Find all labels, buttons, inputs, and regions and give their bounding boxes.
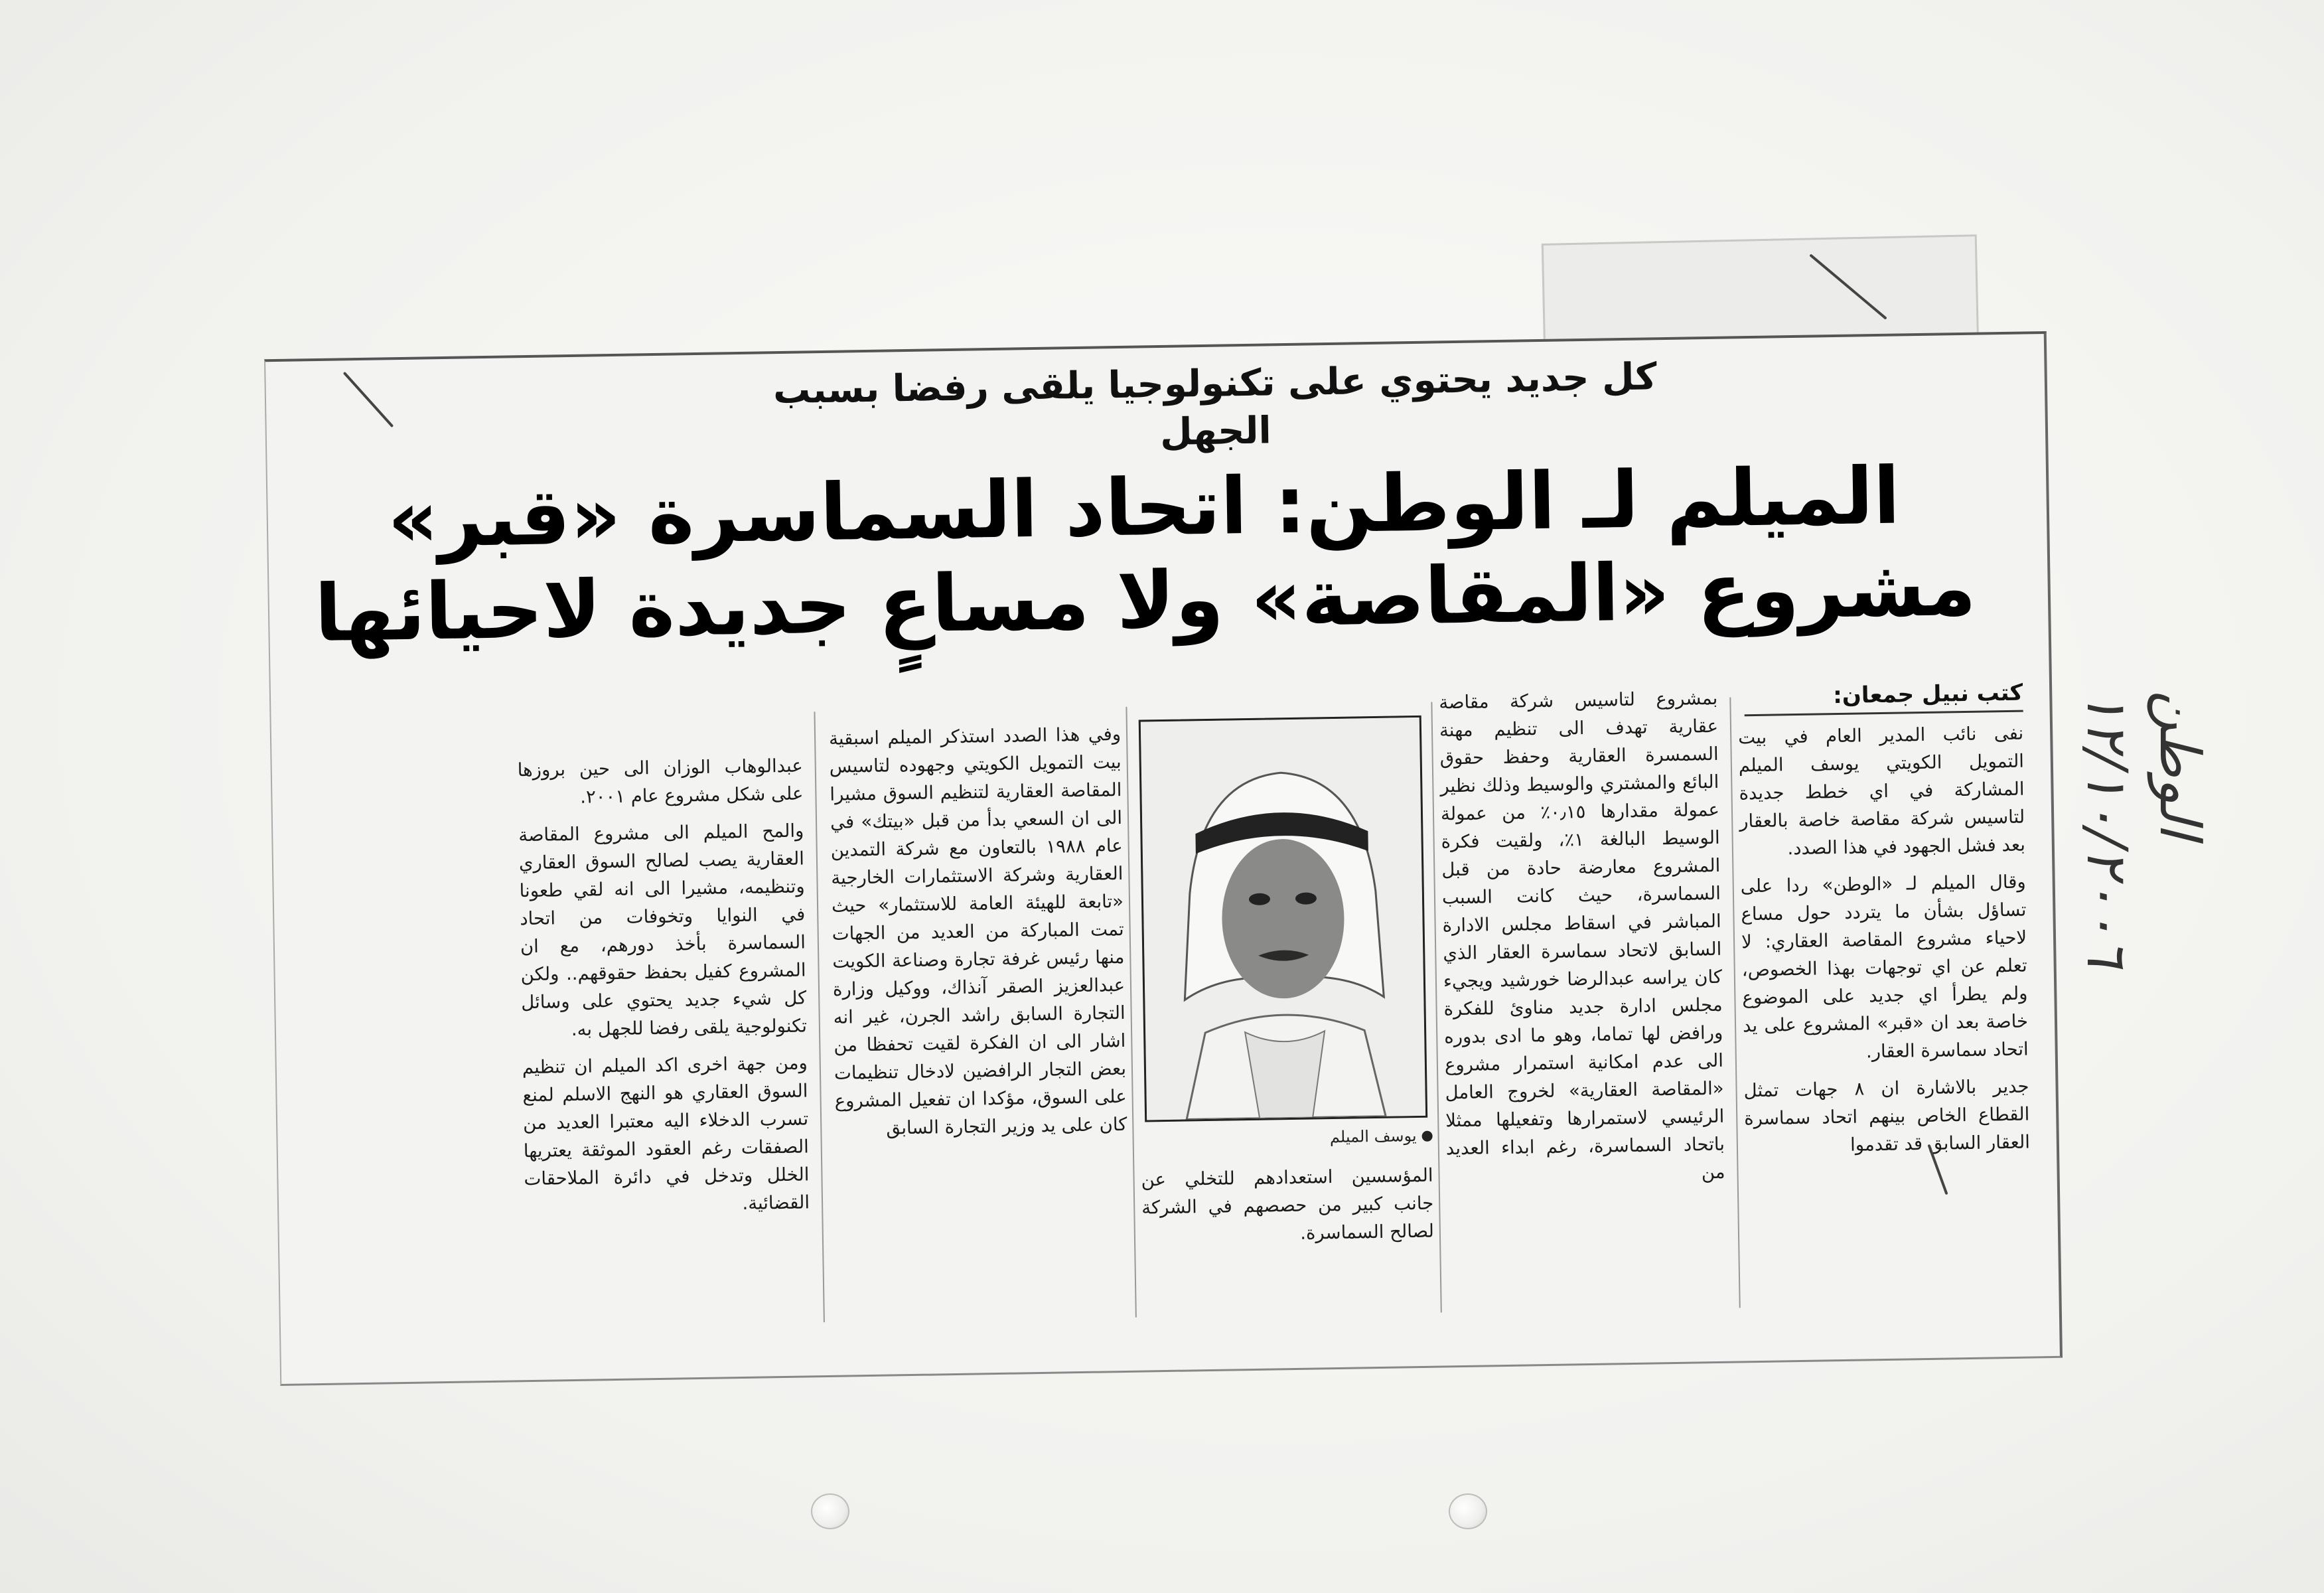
- column-divider: [814, 712, 824, 1322]
- article-column-4: [517, 752, 810, 1231]
- article-paragraph: نفى نائب المدير العام في بيت التمويل الكويتي يوسف الميلم المشاركة في اي خطط جديدة لتاسيس شركة مقاصة خاصة بالعقار بعد فشل الجهود في هذا الصدد.: [1737, 722, 2026, 860]
- handwritten-date-note: الوطن ١٢/١٠/٢٠٠٦: [2074, 690, 2213, 968]
- article-paragraph: بمشروع لتاسيس شركة مقاصة عقارية تهدف الى تنظيم مهنة السمسرة العقارية وحفظ حقوق البائع والمشتري والوسيط وذلك نظير عمولة مقدارها ٠٫١٥٪ من عمولة الوسيط البالغة ١٪، ولقيت فكرة المشروع معارضة حادة من قبل السماسرة، حيث كانت السبب المباشر في اسقاط مجلس الادارة السابق لاتحاد سماسرة العقار الذي كان يراسه عبدالرضا خورشيد ويجيء مجلس ادارة جديد مناوئ للفكرة ورافض لها تماما، وهو ما ادى بدوره الى عدم امكانية استمرار مشروع «المقاصة العقارية» لخروج العامل الرئيسي لاستمرارها وتفعيلها ممثلا باتحاد السماسرة، رغم ابداء العديد من: [1439, 687, 1725, 1183]
- newspaper-clipping: [264, 331, 2063, 1386]
- photo-column: [1134, 716, 1434, 1250]
- article-paragraph: وفي هذا الصدد استذكر الميلم اسبقية بيت التمويل الكويتي وجهوده لتاسيس المقاصة العقارية لتنظيم السوق مشيرا الى ان السعي بدأ من قبل «بيتك» في عام ١٩٨٨ بالتعاون مع شركة التمدين العقارية وشركة الاستثمارات الخارجية «تابعة للهيئة العامة للاستثمار» حيث تمت المباركة من العديد من الجهات منها رئيس غرفة تجارة وصناعة الكويت عبدالعزيز الصقر آنذاك، ووكيل وزارة التجارة السابق راشد الجرن، غير انه اشار الى ان الفكرة لقيت تحفظا من بعض التجار الرافضين لادخال تنظيمات على السوق، مؤكدا ان تفعيل المشروع كان على يد وزير التجارة السابق: [828, 723, 1127, 1139]
- article-paragraph: وقال الميلم لـ «الوطن» ردا على تساؤل بشأن ما يتردد حول مساع لاحياء مشروع المقاصة العقاري: لا تعلم عن اي توجهات بهذا الخصوص، ولم يطرأ اي جديد على الموضوع خاصة بعد ان «قبر» المشروع على يد اتحاد سماسرة العقار.: [1740, 871, 2029, 1063]
- photo-caption: [1140, 1122, 1433, 1154]
- article-column-2: [1439, 684, 1725, 1200]
- article-paragraph: جدير بالاشارة ان ٨ جهات تمثل القطاع الخاص بينهم اتحاد سماسرة العقار السابق قد تقدموا: [1743, 1075, 2031, 1156]
- portrait-photo: [1139, 716, 1427, 1122]
- caption-bullet-icon: [1421, 1131, 1432, 1142]
- article-column-3: [829, 720, 1127, 1152]
- binder-hole: [1449, 1493, 1487, 1529]
- portrait-photo-image: [1141, 718, 1425, 1120]
- byline: كتب نبيل جمعان:: [1744, 680, 2023, 717]
- binder-hole: [811, 1493, 849, 1529]
- headline-line-2: مشروع «المقاصة» ولا مساعٍ جديدة لاحيائها: [314, 541, 1977, 660]
- kicker-headline: كل جديد يحتوي على تكنولوجيا يلقى رفضا بسبب الجهل: [772, 355, 1658, 454]
- photo-caption-text: يوسف الميلم: [1329, 1126, 1417, 1147]
- article-paragraph: والمح الميلم الى مشروع المقاصة العقارية يصب لصالح السوق العقاري وتنظيمه، مشيرا الى انه لقي طعونا في النوايا وتخوفات من اتحاد السماسرة بأخذ دورهم، مع ان المشروع كفيل بحفظ حقوقهم.. ولكن كل شيء جديد يحتوي على وسائل تكنولوجية يلقى رفضا للجهل به.: [518, 820, 808, 1041]
- article-paragraph: عبدالوهاب الوزان الى حين بروزها على شكل مشروع عام ٢٠٠١.: [517, 755, 804, 808]
- article-column-1: [1738, 720, 2031, 1170]
- main-headline: [287, 447, 2002, 660]
- article-paragraph: المؤسسين استعدادهم للتخلي عن جانب كبير من حصصهم في الشركة لصالح السماسرة.: [1141, 1164, 1435, 1244]
- headline-line-1: الميلم لـ الوطن: اتحاد السماسرة «قبر»: [387, 449, 1901, 566]
- article-paragraph: ومن جهة اخرى اكد الميلم ان تنظيم السوق العقاري هو النهج الاسلم لمنع تسرب الدخلاء اليه معتبرا العديد من الصفقات رغم العقود الموثقة يعتريها الخلل وتدخل في دائرة الملاحقات القضائية.: [522, 1052, 810, 1215]
